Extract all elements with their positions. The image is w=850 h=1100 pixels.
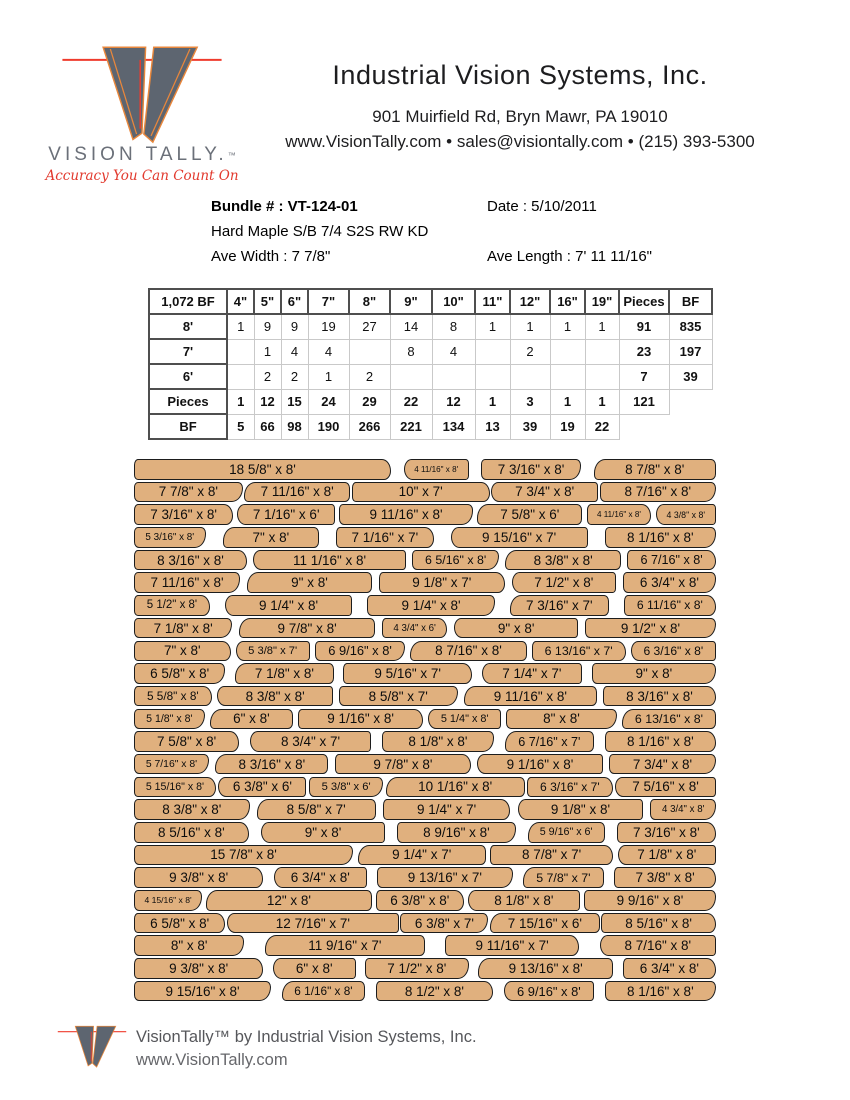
board: 11 9/16" x 7' — [265, 935, 425, 956]
board: 8 7/16" x 8' — [600, 482, 716, 503]
board: 9" x 8' — [261, 822, 385, 843]
board: 7 3/16" x 8' — [481, 459, 580, 480]
board: 8 5/16" x 8' — [601, 913, 716, 934]
tally-count-cell: 66 — [254, 414, 281, 439]
board: 9 11/16" x 8' — [464, 686, 598, 707]
board: 8 5/16" x 8' — [134, 822, 249, 843]
board: 9 11/16" x 8' — [339, 504, 473, 525]
brand-wordmark — [40, 144, 244, 166]
board: 9 9/16" x 8' — [584, 890, 716, 911]
board: 6 9/16" x 8' — [504, 981, 595, 1002]
board: 9" x 8' — [247, 572, 371, 593]
board: 18 5/8" x 8' — [134, 459, 391, 480]
tally-count-cell: 1 — [254, 339, 281, 364]
tally-count-cell — [475, 364, 510, 389]
board: 8 5/8" x 7' — [339, 686, 458, 707]
board: 9 3/8" x 8' — [134, 958, 263, 979]
board: 11 1/16" x 8' — [253, 550, 406, 571]
company-name: Industrial Vision Systems, Inc. — [332, 60, 708, 90]
board: 6 1/16" x 8' — [282, 981, 366, 1002]
bundle-ave-width: Ave Width : 7 7/8" — [211, 248, 331, 265]
visiontally-logo-icon — [52, 40, 232, 144]
board: 6 11/16" x 8' — [624, 595, 716, 616]
board: 6 13/16" x 7' — [532, 641, 626, 662]
trademark-symbol: ™ — [227, 151, 236, 160]
board: 9 11/16" x 7' — [445, 935, 579, 956]
tally-count-cell: 1 — [308, 364, 349, 389]
board-row — [134, 867, 716, 888]
tally-count-cell: 1 — [475, 389, 510, 414]
board: 7" x 8' — [134, 641, 231, 662]
tally-empty-cell — [619, 414, 669, 439]
board: 6 3/8" x 8' — [376, 890, 464, 911]
board: 6 3/8" x 7' — [400, 913, 488, 934]
bundle-date: Date : 5/10/2011 — [487, 198, 597, 215]
board: 4 11/16" x 8' — [587, 504, 652, 525]
tally-width-header: 16" — [550, 289, 585, 314]
tally-count-cell: 8 — [390, 339, 432, 364]
board: 7 1/16" x 7' — [336, 527, 434, 548]
board: 12" x 8' — [206, 890, 372, 911]
bundle-ave-length: Ave Length : 7' 11 11/16" — [487, 248, 652, 265]
tally-row-label: 8' — [149, 314, 227, 339]
company-contact: www.VisionTally.com • sales@visiontally.com • (215) 393-5300 — [285, 132, 755, 151]
tally-count-cell: 4 — [281, 339, 308, 364]
board: 6 5/8" x 8' — [134, 913, 225, 934]
tally-count-cell: 22 — [390, 389, 432, 414]
board: 5 9/16" x 6' — [528, 822, 605, 843]
board-row — [134, 572, 716, 593]
board: 7 5/8" x 6' — [477, 504, 582, 525]
tally-count-cell: 13 — [475, 414, 510, 439]
board: 7 1/2" x 8' — [365, 958, 469, 979]
board: 6 3/4" x 8' — [274, 867, 367, 888]
board: 8 9/16" x 8' — [397, 822, 515, 843]
board-row — [134, 527, 716, 548]
board: 7 7/8" x 8' — [134, 482, 243, 503]
tally-count-cell: 1 — [585, 314, 619, 339]
board: 15 7/8" x 8' — [134, 845, 353, 866]
tally-total-pieces-cell: 121 — [619, 389, 669, 414]
board: 6 9/16" x 8' — [315, 641, 406, 662]
board: 5 1/2" x 8' — [134, 595, 210, 616]
tally-bf-cell: 835 — [669, 314, 712, 339]
tally-count-cell: 2 — [254, 364, 281, 389]
tally-count-cell: 39 — [510, 414, 550, 439]
tally-count-cell: 266 — [349, 414, 390, 439]
board: 7 11/16" x 8' — [134, 572, 240, 593]
board: 12 7/16" x 7' — [227, 913, 399, 934]
tally-empty-cell — [669, 414, 712, 439]
tally-count-cell: 8 — [432, 314, 475, 339]
board: 6 7/16" x 8' — [627, 550, 716, 571]
board: 8 5/8" x 7' — [257, 799, 376, 820]
board: 7 3/16" x 8' — [617, 822, 716, 843]
board: 9 1/16" x 8' — [477, 754, 602, 775]
tally-pieces-cell: 7 — [619, 364, 669, 389]
tally-count-cell: 190 — [308, 414, 349, 439]
bundle-description: Hard Maple S/B 7/4 S2S RW KD — [211, 223, 429, 240]
board: 8 1/2" x 8' — [376, 981, 493, 1002]
tally-count-cell — [432, 364, 475, 389]
tally-width-header: 10" — [432, 289, 475, 314]
tally-width-header: 4" — [227, 289, 254, 314]
board: 6 7/16" x 7' — [505, 731, 594, 752]
board: 5 1/8" x 8' — [134, 709, 205, 730]
board: 8 3/8" x 8' — [505, 550, 621, 571]
tally-width-header: 19" — [585, 289, 619, 314]
board: 9 1/4" x 7' — [383, 799, 511, 820]
board-row — [134, 958, 716, 979]
tally-bf-cell: 39 — [669, 364, 712, 389]
board: 7 15/16" x 6' — [490, 913, 600, 934]
board: 9 1/8" x 8' — [518, 799, 644, 820]
tally-count-cell: 2 — [510, 339, 550, 364]
board: 7 5/16" x 8' — [615, 777, 716, 798]
board: 7 1/2" x 8' — [512, 572, 616, 593]
tally-count-cell: 1 — [227, 314, 254, 339]
board: 7 3/8" x 8' — [614, 867, 716, 888]
board: 9 1/16" x 8' — [298, 709, 423, 730]
board: 8 7/16" x 8' — [410, 641, 526, 662]
board: 6" x 8' — [273, 958, 356, 979]
tally-count-cell: 1 — [510, 314, 550, 339]
tally-count-cell: 15 — [281, 389, 308, 414]
board: 8 3/16" x 8' — [134, 550, 247, 571]
brand-tagline: Accuracy You Can Count On — [45, 168, 239, 184]
board: 8" x 8' — [134, 935, 244, 956]
tally-pieces-cell: 91 — [619, 314, 669, 339]
board-row — [134, 641, 716, 662]
tally-count-cell: 2 — [281, 364, 308, 389]
board: 7 1/16" x 6' — [237, 504, 335, 525]
board: 6 3/4" x 8' — [623, 572, 716, 593]
board: 8 7/8" x 8' — [594, 459, 717, 480]
bundle-number: Bundle # : VT-124-01 — [211, 198, 358, 215]
board: 9" x 8' — [454, 618, 578, 639]
brand-text: VISION TALLY. — [48, 144, 228, 165]
tally-row-label: 7' — [149, 339, 227, 364]
footer-text — [136, 1026, 477, 1072]
board: 9 13/16" x 8' — [478, 958, 613, 979]
tally-count-cell: 1 — [550, 314, 585, 339]
board: 7 5/8" x 8' — [134, 731, 239, 752]
board: 5 3/8" x 7' — [236, 641, 310, 662]
tally-count-cell: 22 — [585, 414, 619, 439]
tally-count-cell: 134 — [432, 414, 475, 439]
tally-count-cell: 12 — [254, 389, 281, 414]
board: 5 7/16" x 8' — [134, 754, 209, 775]
tally-count-cell: 9 — [281, 314, 308, 339]
board: 7 1/8" x 8' — [618, 845, 716, 866]
board: 4 3/4" x 8' — [650, 799, 716, 820]
board: 6 5/8" x 8' — [134, 663, 225, 684]
board-row — [134, 935, 716, 956]
tally-bf-header: BF — [669, 289, 712, 314]
board: 9 15/16" x 7' — [451, 527, 588, 548]
tally-row-label: Pieces — [149, 389, 227, 414]
board: 6 3/8" x 6' — [218, 777, 306, 798]
board-row — [134, 686, 716, 707]
board-row — [134, 618, 716, 639]
tally-row-label: 6' — [149, 364, 227, 389]
board: 5 3/8" x 6' — [309, 777, 383, 798]
tally-count-cell: 2 — [349, 364, 390, 389]
board: 9" x 8' — [592, 663, 716, 684]
board: 9 1/4" x 8' — [225, 595, 353, 616]
board: 4 11/16" x 8' — [404, 459, 469, 480]
board: 8 3/4" x 7' — [250, 731, 371, 752]
company-address: 901 Muirfield Rd, Bryn Mawr, PA 19010 — [372, 107, 668, 126]
board: 8 3/16" x 8' — [603, 686, 716, 707]
board-row — [134, 777, 716, 798]
board: 7 11/16" x 8' — [244, 482, 350, 503]
board: 5 7/8" x 7' — [523, 867, 604, 888]
board: 4 15/16" x 8' — [134, 890, 202, 911]
board: 9 1/4" x 8' — [367, 595, 495, 616]
board: 8 1/16" x 8' — [605, 527, 716, 548]
board: 7 3/4" x 8' — [609, 754, 716, 775]
tally-count-cell: 19 — [550, 414, 585, 439]
board: 9 7/8" x 8' — [239, 618, 375, 639]
tally-total-bf: 1,072 BF — [149, 289, 227, 314]
company-header — [235, 60, 805, 152]
tally-count-cell: 29 — [349, 389, 390, 414]
tally-count-cell — [475, 339, 510, 364]
board: 10 1/16" x 8' — [386, 777, 525, 798]
board: 5 1/4" x 8' — [428, 709, 501, 730]
tally-count-cell: 4 — [308, 339, 349, 364]
footer-url: www.VisionTally.com — [136, 1051, 288, 1069]
tally-count-cell: 9 — [254, 314, 281, 339]
board: 6 5/16" x 8' — [412, 550, 499, 571]
board: 8 3/8" x 8' — [134, 799, 250, 820]
board-row — [134, 550, 716, 571]
board-row — [134, 890, 716, 911]
board-row — [134, 913, 716, 934]
tally-width-header: 6" — [281, 289, 308, 314]
tally-count-cell: 98 — [281, 414, 308, 439]
board: 5 3/16" x 8' — [134, 527, 206, 548]
board: 5 15/16" x 8' — [134, 777, 216, 798]
tally-width-header: 9" — [390, 289, 432, 314]
tally-count-cell — [227, 339, 254, 364]
board: 7 3/16" x 7' — [510, 595, 609, 616]
tally-count-cell: 1 — [475, 314, 510, 339]
board-row — [134, 482, 716, 503]
tally-count-cell: 3 — [510, 389, 550, 414]
board-row — [134, 845, 716, 866]
board: 8 1/8" x 8' — [382, 731, 494, 752]
visiontally-logo-small-icon — [57, 1023, 127, 1068]
board: 9 1/2" x 8' — [585, 618, 716, 639]
tally-count-cell — [349, 339, 390, 364]
board: 9 1/8" x 7' — [379, 572, 505, 593]
board: 8" x 8' — [506, 709, 616, 730]
board: 8 7/8" x 7' — [490, 845, 613, 866]
board: 9 5/16" x 7' — [343, 663, 472, 684]
tally-count-cell — [510, 364, 550, 389]
tally-count-cell: 12 — [432, 389, 475, 414]
board: 7 1/8" x 8' — [134, 618, 232, 639]
tally-width-header: 5" — [254, 289, 281, 314]
board: 6" x 8' — [210, 709, 293, 730]
board: 6 3/4" x 8' — [623, 958, 716, 979]
board: 9 15/16" x 8' — [134, 981, 271, 1002]
board: 5 5/8" x 8' — [134, 686, 212, 707]
tally-count-cell: 27 — [349, 314, 390, 339]
board: 7 1/8" x 8' — [235, 663, 333, 684]
tally-count-cell — [390, 364, 432, 389]
board-row — [134, 981, 716, 1002]
board: 6 3/16" x 7' — [527, 777, 612, 798]
tally-bf-cell: 197 — [669, 339, 712, 364]
board: 8 7/16" x 8' — [600, 935, 716, 956]
board-row — [134, 663, 716, 684]
board: 7 3/16" x 8' — [134, 504, 233, 525]
tally-count-cell: 4 — [432, 339, 475, 364]
tally-width-header: 7" — [308, 289, 349, 314]
board: 4 3/8" x 8' — [656, 504, 716, 525]
tally-row-label: BF — [149, 414, 227, 439]
board-row — [134, 822, 716, 843]
tally-width-header: 12" — [510, 289, 550, 314]
board: 9 7/8" x 8' — [335, 754, 471, 775]
board-row — [134, 731, 716, 752]
board: 10" x 7' — [352, 482, 490, 503]
board: 8 1/16" x 8' — [605, 731, 716, 752]
tally-table — [148, 288, 713, 440]
tally-count-cell: 14 — [390, 314, 432, 339]
tally-count-cell — [550, 364, 585, 389]
board: 9 1/4" x 7' — [358, 845, 486, 866]
tally-count-cell — [585, 339, 619, 364]
tally-pieces-header: Pieces — [619, 289, 669, 314]
board: 6 13/16" x 8' — [622, 709, 716, 730]
board-row — [134, 459, 716, 480]
tally-count-cell: 221 — [390, 414, 432, 439]
board: 7 1/4" x 7' — [482, 663, 582, 684]
board-row — [134, 504, 716, 525]
board: 8 1/8" x 8' — [468, 890, 580, 911]
tally-empty-cell — [669, 389, 712, 414]
board: 8 1/16" x 8' — [605, 981, 716, 1002]
board-diagram — [134, 459, 716, 1004]
tally-count-cell: 5 — [227, 414, 254, 439]
board: 9 13/16" x 7' — [377, 867, 512, 888]
board: 8 3/16" x 8' — [215, 754, 328, 775]
tally-count-cell: 1 — [585, 389, 619, 414]
tally-count-cell — [550, 339, 585, 364]
board: 9 3/8" x 8' — [134, 867, 263, 888]
footer-byline: VisionTally™ by Industrial Vision Systems, Inc. — [136, 1028, 477, 1046]
tally-count-cell: 24 — [308, 389, 349, 414]
board: 6 3/16" x 8' — [631, 641, 716, 662]
tally-count-cell: 1 — [550, 389, 585, 414]
board: 4 3/4" x 6' — [382, 618, 448, 639]
board: 7" x 8' — [223, 527, 320, 548]
tally-count-cell — [227, 364, 254, 389]
board-row — [134, 799, 716, 820]
tally-count-cell — [585, 364, 619, 389]
tally-count-cell: 1 — [227, 389, 254, 414]
board: 7 3/4" x 8' — [491, 482, 598, 503]
board-row — [134, 595, 716, 616]
board: 8 3/8" x 8' — [217, 686, 333, 707]
tally-count-cell: 19 — [308, 314, 349, 339]
board-row — [134, 754, 716, 775]
board-row — [134, 709, 716, 730]
tally-pieces-cell: 23 — [619, 339, 669, 364]
tally-width-header: 11" — [475, 289, 510, 314]
tally-width-header: 8" — [349, 289, 390, 314]
